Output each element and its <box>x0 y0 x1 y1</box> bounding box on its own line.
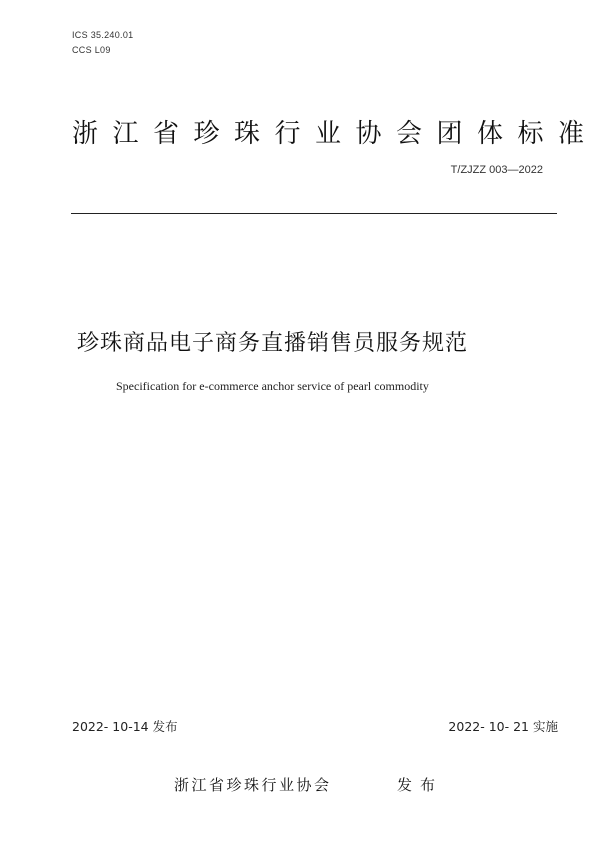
document-title: 珍珠商品电子商务直播销售员服务规范 <box>77 331 469 356</box>
implement-date: 2022- 10- 21 实施 <box>448 719 558 734</box>
issuing-organization: 浙江省珍珠行业协会 <box>174 776 332 794</box>
document-subtitle: Specification for e-commerce anchor service of pearl commodity <box>116 379 429 393</box>
organization-standard-title: 浙江省珍珠行业协会团体标准 <box>72 119 599 149</box>
ics-code: ICS 35.240.01 <box>72 30 134 40</box>
ccs-code: CCS L09 <box>72 45 111 55</box>
standard-number: T/ZJZZ 003—2022 <box>450 164 543 176</box>
header-divider <box>71 213 557 214</box>
publish-date: 2022- 10-14 发布 <box>72 719 178 734</box>
issue-action: 发布 <box>397 776 444 794</box>
